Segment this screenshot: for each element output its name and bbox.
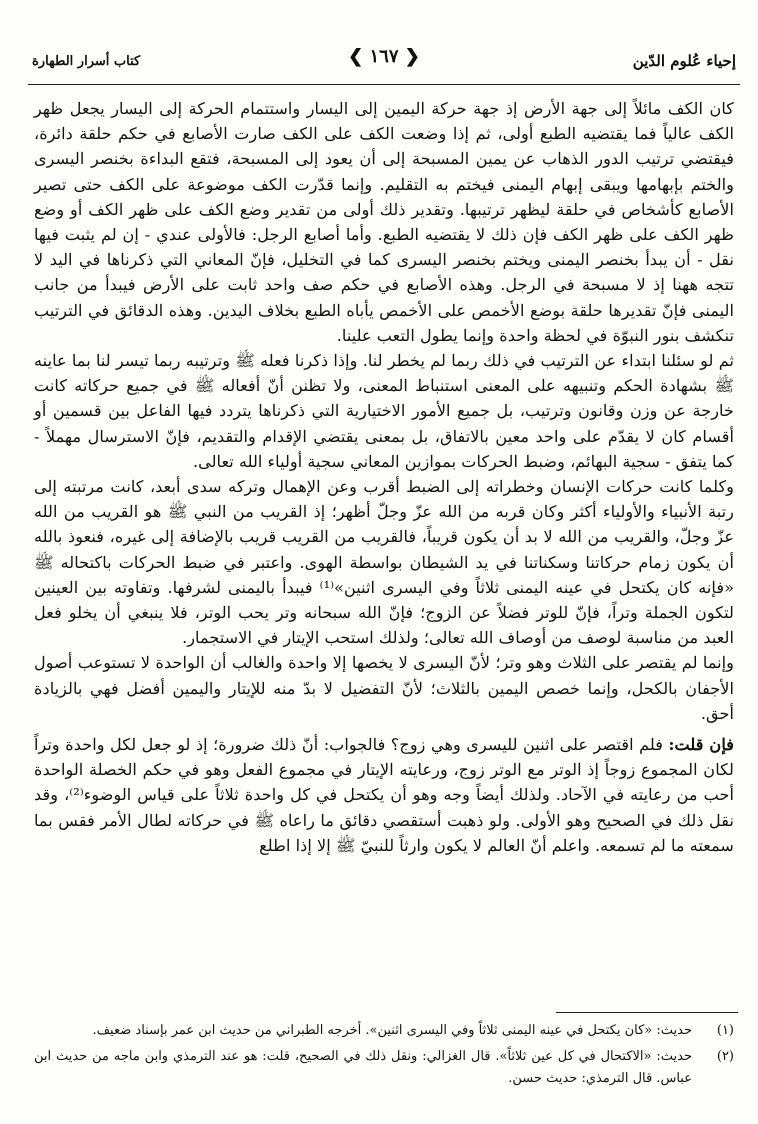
header-rule (28, 84, 740, 85)
question-lead: فإن قلت: (668, 735, 734, 755)
page-number: ١٦٧ (369, 46, 399, 67)
main-text (34, 96, 734, 858)
paragraph: وإنما لم يقتصر على الثلاث وهو وتر؛ لأنّ اليسرى لا يخصها إلا واحدة والغالب أن الواحدة لا تستوعب أصول الأجفان بالكحل، وإنما خصص اليمين بالثلاث؛ لأنّ التفضيل لا بدّ منه للإيتار واليمين أفضل فهي بالزيادة أحق. (34, 653, 734, 723)
footnote (34, 1046, 734, 1090)
footnote-number: (٢) (716, 1049, 734, 1064)
question-paragraph (34, 732, 734, 858)
book-title: إحياء عُلوم الدّين (632, 52, 736, 70)
running-header (28, 40, 740, 82)
chapter-title: كتاب أسرار الطهارة (32, 54, 141, 69)
footnote-text: حديث: «كان يكتحل في عينه اليمنى ثلاثاً وفي اليسرى اثنين». أخرجه الطبراني من حديث ابن عمر بإسناد ضعيف. (92, 1023, 692, 1038)
page-number-ornament (348, 46, 420, 67)
question-text: فلم اقتصر على اثنين لليسرى وهي زوج؟ فالجواب: أنّ ذلك ضرورة؛ إذ لو جعل لكل واحدة وتراً لكان المجموع زوجاً إذ الوتر مع الوتر زوج، ورعايته الإيتار في مجموع الفعل وهو في حكم الخصلة الواحدة أحب من رعايته في الآحاد. ولذلك أيضاً وجه وهو أن يكتحل في كل واحدة ثلاثاً على قياس الوضوء⁽²⁾، وقد نقل ذلك في الصحيح وهو الأولى. ولو ذهبت أستقصي دقائق ما راعاه ﷺ في حركاته لطال الأمر فقس بما سمعته ما لم تسمعه. واعلم أنّ العالم لا يكون وارثاً للنبيّ ﷺ إلا إذا اطلع (34, 735, 734, 855)
footnotes (34, 1020, 734, 1094)
footnote-rule (556, 1012, 738, 1013)
paragraph: ثم لو سئلنا ابتداء عن الترتيب في ذلك ربما لم يخطر لنا. وإذا ذكرنا فعله ﷺ وترتيبه ربما تيسر لنا بما عاينه ﷺ بشهادة الحكم وتنبيهه على المعنى استنباط المعنى، ولا تظنن أنّ أفعاله ﷺ في جميع حركاته كانت خارجة عن وزن وقانون وترتيب، بل جميع الأمور الاختيارية التي ذكرناها يتردد فيها الفاعل بين قسمين أو أقسام كان لا يقدّم على واحد معين بالاتفاق، بل بمعنى يقتضي الإقدام والتقديم، فإنّ الاسترسال مهملاً - كما يتفق - سجية البهائم، وضبط الحركات بموازين المعاني سجية أولياء الله تعالى. (34, 351, 734, 471)
footnote-text: حديث: «الاكتحال في كل عين ثلاثاً». قال الغزالي: ونقل ذلك في الصحيح، قلت: هو عند الترمذي وابن ماجه من حديث ابن عباس. قال الترمذي: حديث حسن. (34, 1049, 692, 1086)
paragraph: كان الكف مائلاً إلى جهة الأرض إذ جهة حركة اليمين إلى اليسار واستتمام الحركة إلى اليسار يجعل ظهر الكف عالياً فما يقتضيه الطبع أولى، ثم إذا وضعت الكف على الكف صارت الأصابع في حكم حلقة دائرة، فيقتضي ترتيب الدور الذهاب عن يمين المسبحة إلى أن يعود إلى المسبحة، فتقع البداءة بخنصر اليسرى والختم بإبهامها ويبقى إبهام اليمنى فيختم به التقليم. وإنما قدّرت الكف موضوعة على الكف حتى تصير الأصابع كأشخاص في حلقة ليظهر ترتيبها. وتقدير ذلك أولى من تقدير وضع الكف على ظهر الكف أو وضع ظهر الكف على ظهر الكف فإن ذلك لا يقتضيه الطبع. وأما أصابع الرجل: فالأولى عندي - إن لم يثبت فيها نقل - أن يبدأ بخنصر اليمنى ويختم بخنصر اليسرى كما في التخليل، فإنّ المعاني التي ذكرناها في اليد لا تتجه ههنا إذ لا مسبحة في الرجل. وهذه الأصابع في حكم صف واحد ثابت على الأرض فيبدأ من جانب اليمنى فإنّ تقديرها حلقة بوضع الأخمص على الأخمص يأباه الطبع بخلاف اليدين. وهذه الدقائق في الترتيب تنكشف بنور النبوّة في لحظة واحدة وإنما يطول التعب علينا. (34, 99, 734, 345)
ornament-right: ❯ (404, 46, 420, 67)
paragraph: وكلما كانت حركات الإنسان وخطراته إلى الضبط أقرب وعن الإهمال وتركه سدى أبعد، كانت مرتبته إلى رتبة الأنبياء والأولياء أكثر وكان قربه من الله عزّ وجلّ أظهر؛ إذ القريب من النبي ﷺ هو القريب من الله عزّ وجلّ، والقريب من الله لا بد أن يكون قريباً، فالقريب من القريب قريب بالإضافة إلى غيره، فنعوذ بالله أن يكون زمام حركاتنا وسكناتنا في يد الشيطان بواسطة الهوى. واعتبر في ضبط الحركات باكتحاله ﷺ «فإنه كان يكتحل في عينه اليمنى ثلاثاً وفي اليسرى اثنين»⁽¹⁾ فيبدأ باليمنى لشرفها. وتفاوته بين العينين لتكون الجملة وتراً، فإنّ للوتر فضلاً عن الزوج؛ فإنّ الله سبحانه وتر يحب الوتر، فلا ينبغي أن يخلو فعل العبد من مناسبة لوصف من أوصاف الله تعالى؛ ولذلك استحب الإيتار في الاستجمار. (34, 477, 734, 648)
footnote (34, 1020, 734, 1042)
footnote-number: (١) (716, 1023, 734, 1038)
ornament-left: ❮ (348, 46, 364, 67)
